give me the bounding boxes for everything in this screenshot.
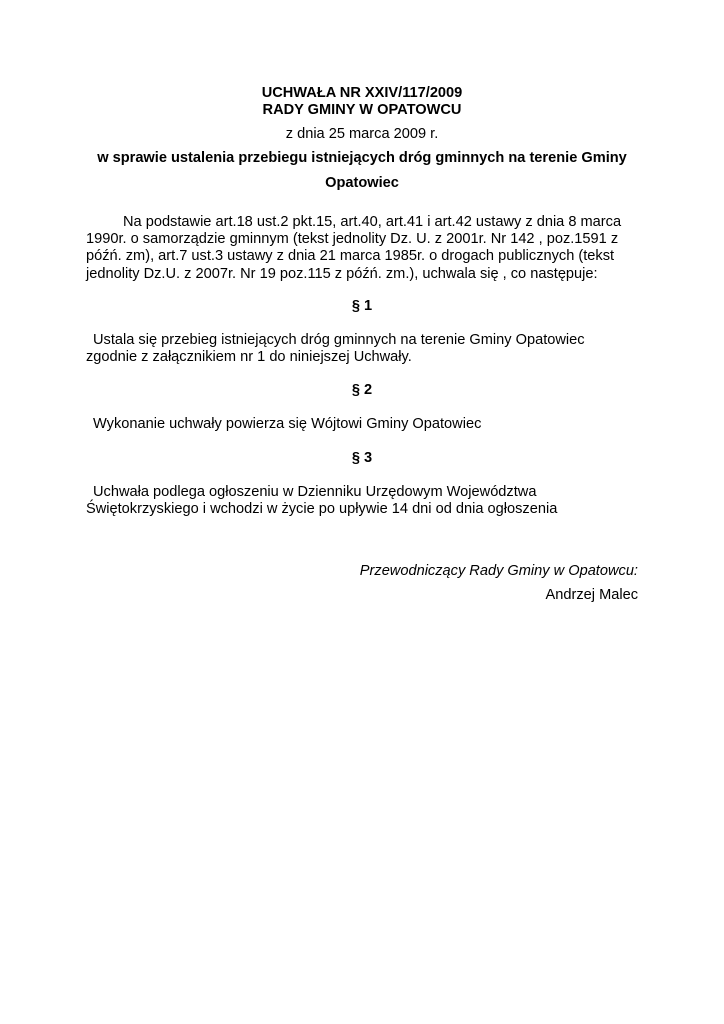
section-3-line: Uchwała podlega ogłoszeniu w Dzienniku Urzędowym Województwa (93, 484, 537, 500)
section-3-heading: § 3 (351, 450, 373, 466)
subject-line-2: Opatowiec (325, 175, 399, 191)
section-1-paragraph (86, 332, 646, 366)
section-3-paragraph (86, 484, 646, 518)
signatory-role: Przewodniczący Rady Gminy w Opatowcu: (359, 563, 638, 579)
section-2-heading: § 2 (351, 382, 373, 398)
signatory-name: Andrzej Malec (545, 587, 638, 603)
preamble-line: 1990r. o samorządzie gminnym (tekst jednolity Dz. U. z 2001r. Nr 142 , poz.1591 z (86, 231, 619, 248)
council-name: RADY GMINY W OPATOWCU (262, 102, 462, 118)
section-2-paragraph (86, 416, 646, 433)
resolution-title: UCHWAŁA NR XXIV/117/2009 (261, 85, 463, 101)
preamble-line: jednolity Dz.U. z 2007r. Nr 19 poz.115 z późń. zm.), uchwala się , co następuje: (86, 265, 598, 282)
resolution-date: z dnia 25 marca 2009 r. (285, 126, 439, 142)
section-1-line: Ustala się przebieg istniejących dróg gminnych na terenie Gminy Opatowiec (93, 332, 585, 348)
preamble-line: późń. zm), art.7 ust.3 ustawy z dnia 21 marca 1985r. o drogach publicznych (tekst (86, 248, 615, 265)
preamble-line: Na podstawie art.18 ust.2 pkt.15, art.40, art.41 i art.42 ustawy z dnia 8 marca (123, 214, 622, 230)
section-1-line: zgodnie z załącznikiem nr 1 do niniejszej Uchwały. (86, 349, 412, 366)
subject-line-1: w sprawie ustalenia przebiegu istniejących dróg gminnych na terenie Gminy (97, 150, 627, 166)
section-2-line: Wykonanie uchwały powierza się Wójtowi Gminy Opatowiec (93, 416, 482, 432)
section-3-line: Świętokrzyskiego i wchodzi w życie po upływie 14 dni od dnia ogłoszenia (86, 501, 558, 518)
section-1-heading: § 1 (351, 298, 373, 314)
preamble-paragraph (86, 214, 646, 283)
